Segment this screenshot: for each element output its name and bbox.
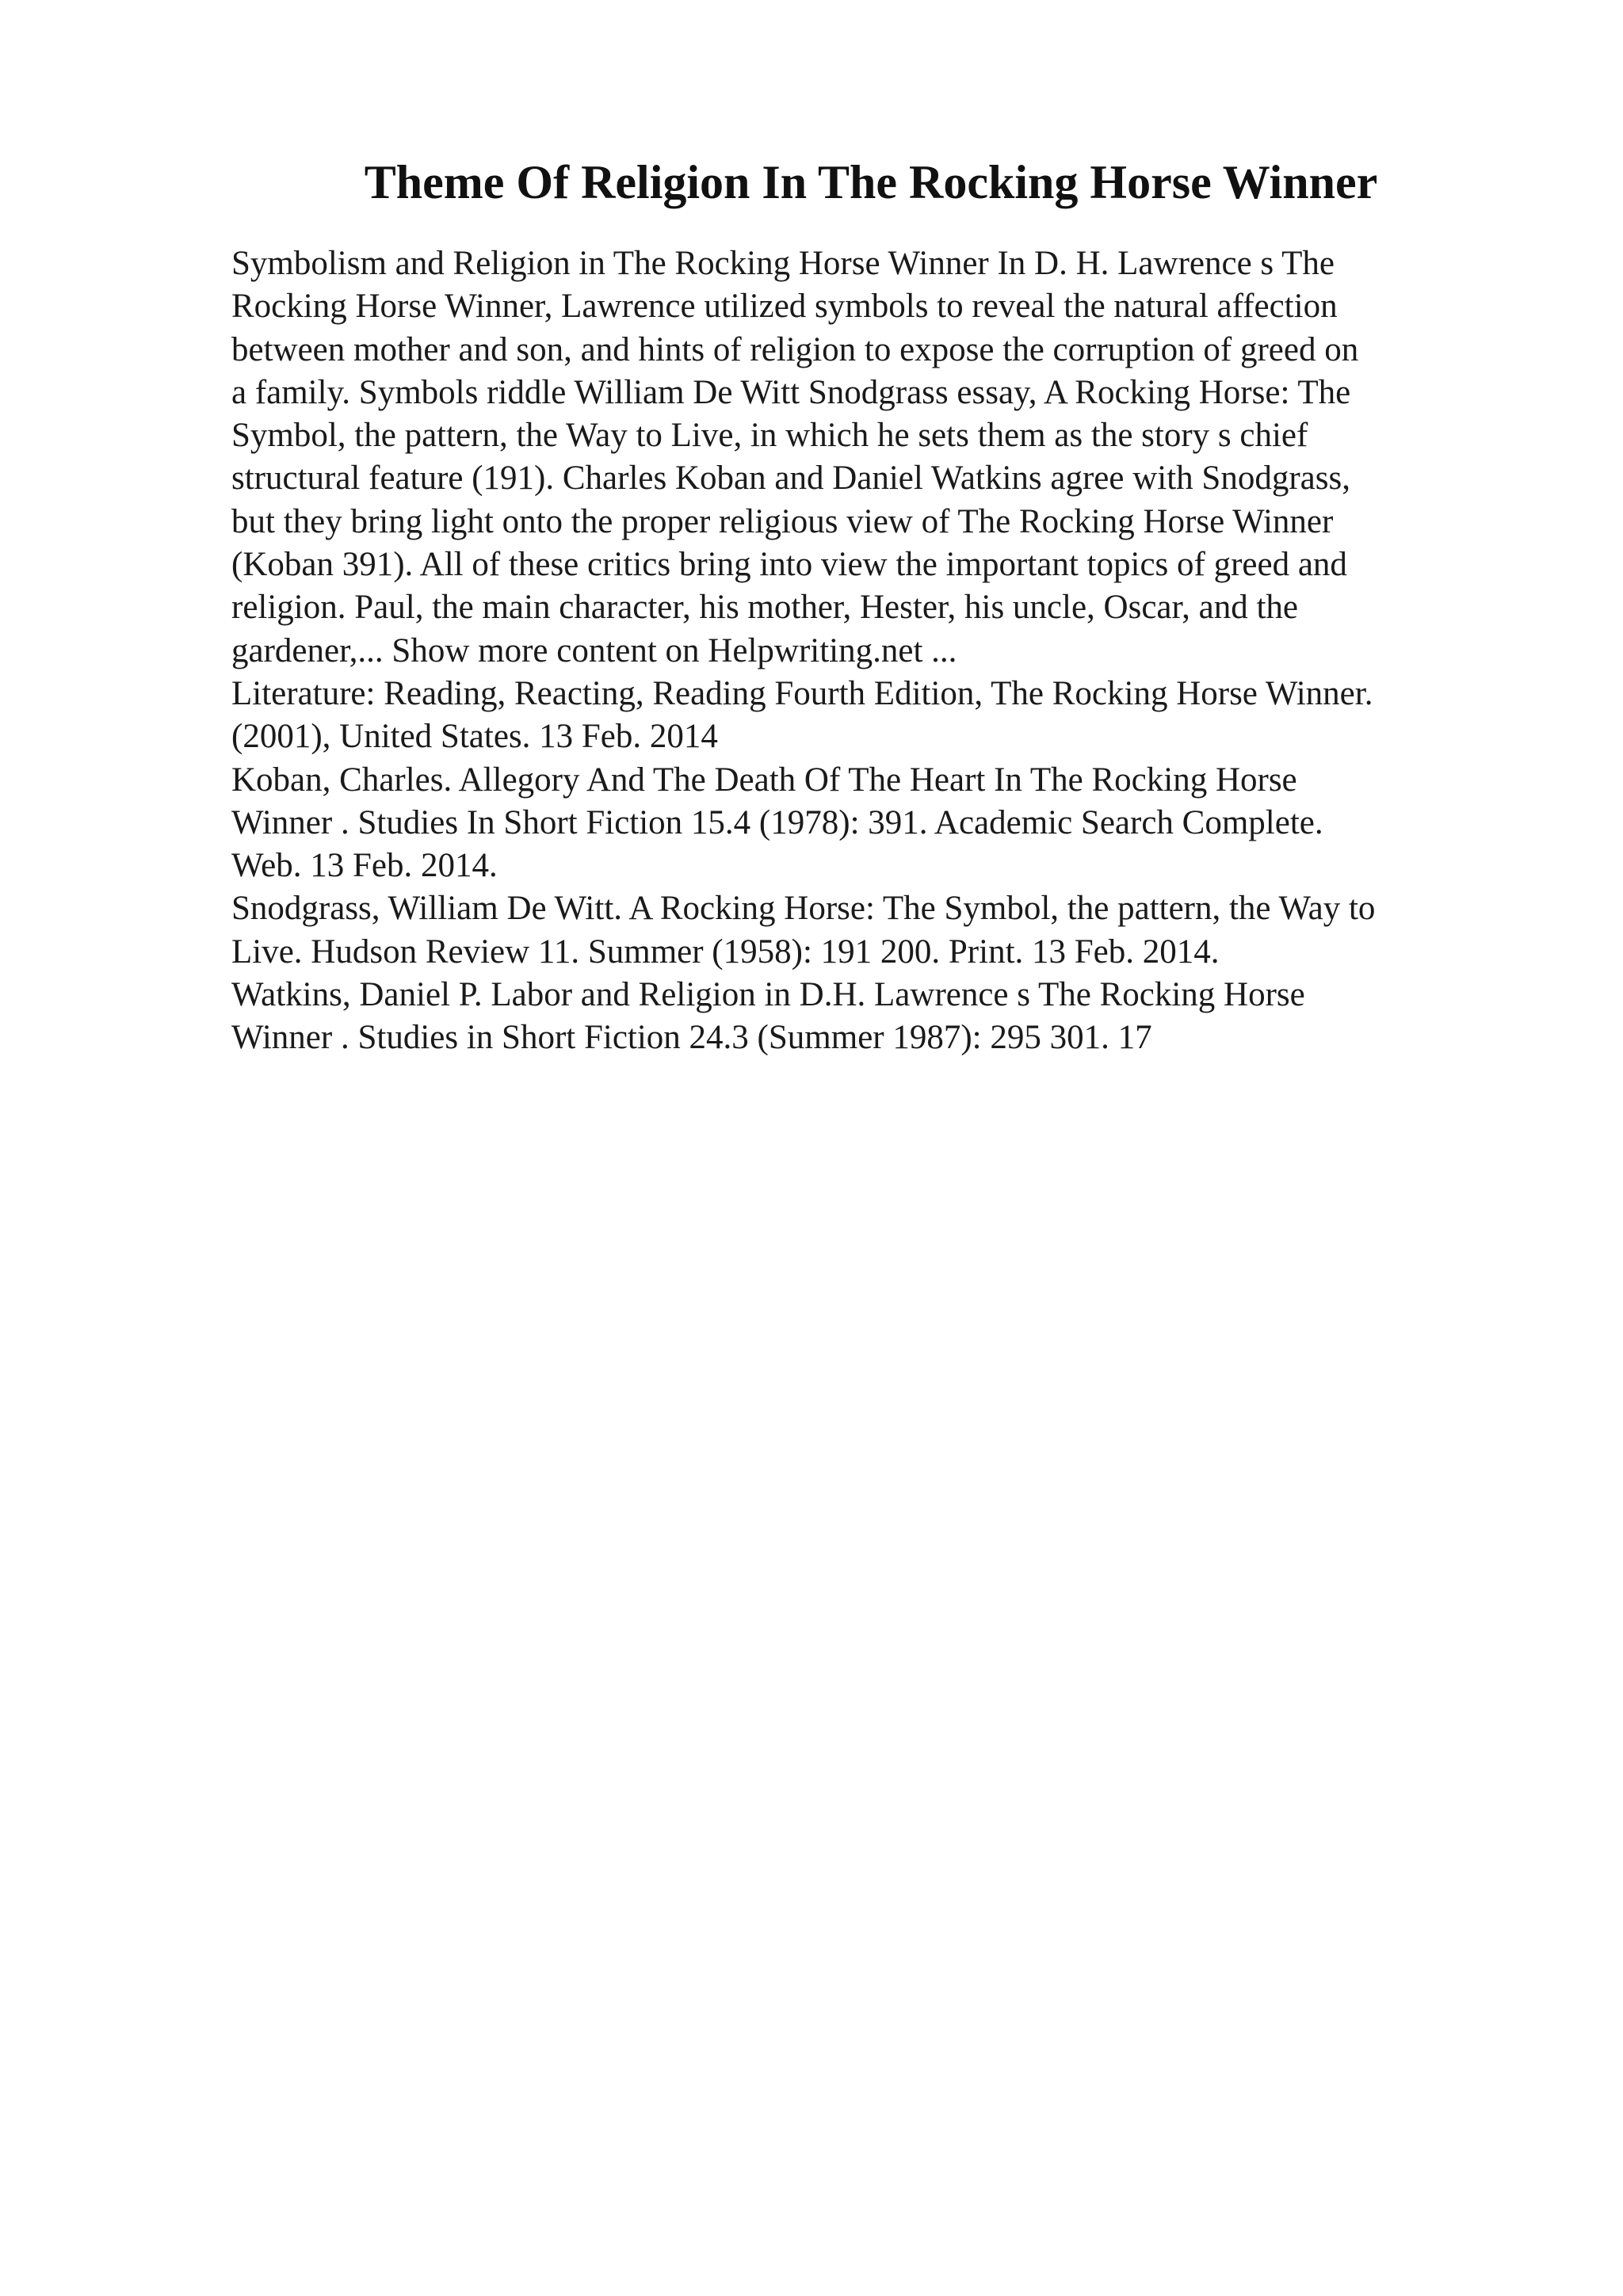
citation-line: Web. 13 Feb. 2014. — [231, 847, 498, 885]
citation-literature — [231, 673, 1499, 759]
essay-line: structural feature (191). Charles Koban and Daniel Watkins agree with Snodgrass, — [231, 460, 1350, 498]
citation-line: Literature: Reading, Reacting, Reading Fourth Edition, The Rocking Horse Winner. — [231, 674, 1373, 712]
essay-line: religion. Paul, the main character, his mother, Hester, his uncle, Oscar, and the — [231, 589, 1298, 627]
essay-paragraph — [231, 242, 1499, 673]
document-body — [231, 242, 1499, 1060]
essay-line: gardener,... Show more content on Helpwriting.net ... — [231, 631, 957, 669]
citation-snodgrass — [231, 887, 1499, 974]
citation-line: Live. Hudson Review 11. Summer (1958): 191 200. Print. 13 Feb. 2014. — [231, 933, 1220, 971]
citation-line: (2001), United States. 13 Feb. 2014 — [231, 718, 718, 756]
essay-line: Symbol, the pattern, the Way to Live, in which he sets them as the story s chief — [231, 417, 1308, 455]
citation-line: Koban, Charles. Allegory And The Death Of The Heart In The Rocking Horse — [231, 761, 1297, 799]
citation-line: Winner . Studies in Short Fiction 24.3 (Summer 1987): 295 301. 17 — [231, 1019, 1152, 1057]
citation-line: Snodgrass, William De Witt. A Rocking Horse: The Symbol, the pattern, the Way to — [231, 890, 1376, 928]
citation-line: Watkins, Daniel P. Labor and Religion in D.H. Lawrence s The Rocking Horse — [231, 976, 1305, 1014]
essay-line: (Koban 391). All of these critics bring into view the important topics of greed and — [231, 546, 1347, 584]
essay-line: Symbolism and Religion in The Rocking Horse Winner In D. H. Lawrence s The — [231, 245, 1335, 282]
page-title: Theme Of Religion In The Rocking Horse Winner — [364, 156, 1378, 208]
essay-line: Rocking Horse Winner, Lawrence utilized symbols to reveal the natural affection — [231, 288, 1338, 326]
essay-line: but they bring light onto the proper religious view of The Rocking Horse Winner — [231, 502, 1334, 540]
citation-watkins — [231, 974, 1499, 1060]
citation-koban — [231, 759, 1499, 888]
essay-line: a family. Symbols riddle William De Witt Snodgrass essay, A Rocking Horse: The — [231, 373, 1351, 411]
essay-line: between mother and son, and hints of religion to expose the corruption of greed on — [231, 330, 1359, 368]
citation-line: Winner . Studies In Short Fiction 15.4 (1978): 391. Academic Search Complete. — [231, 803, 1323, 841]
